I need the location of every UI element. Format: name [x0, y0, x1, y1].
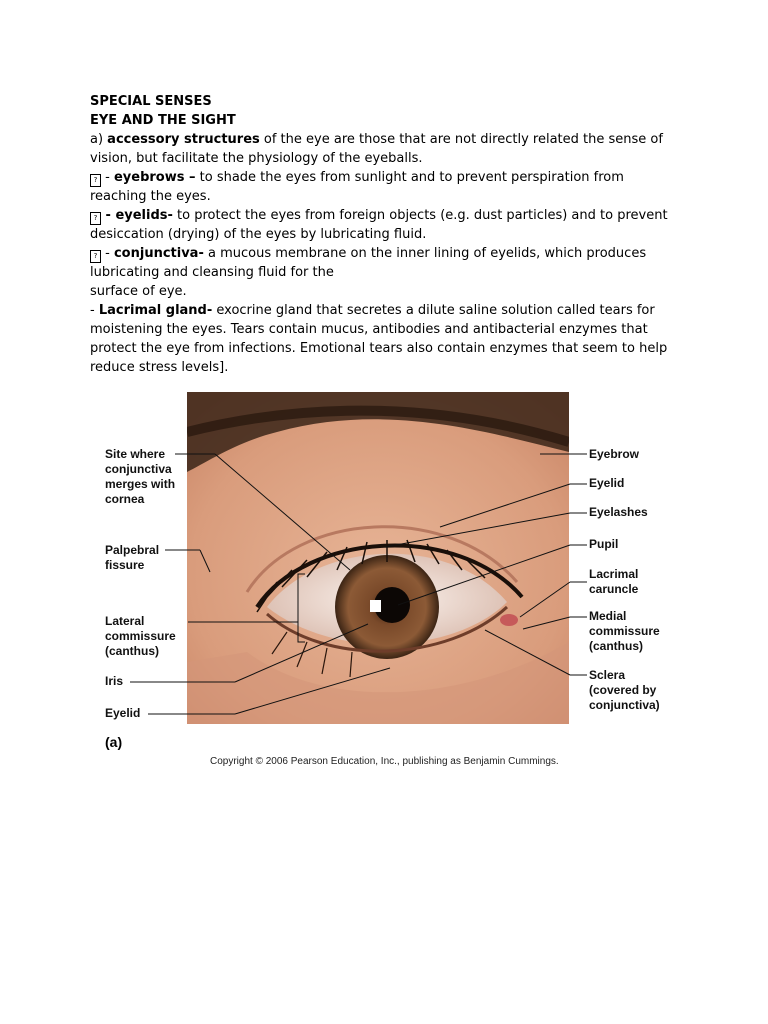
paragraph-conjunctiva-cont: surface of eye. — [90, 284, 187, 299]
paragraph-accessory: a) accessory structures of the eye are those that are not directly related the sense of vision, but facilitate the physiology of the eyeballs. — [90, 132, 663, 166]
paragraph-lacrimal: - Lacrimal gland- exocrine gland that secretes a dilute saline solution called tears for moistening the eyes. Tears contain mucus, antibodies and antibacterial enzymes that protect the eye from infections. Emotional tears also contain enzymes that seem to help reduce stress levels]. — [90, 303, 668, 375]
paragraph-conjunctiva: ? - conjunctiva- a mucous membrane on the inner lining of eyelids, which produces lubricating and cleansing fluid for the — [90, 246, 647, 280]
label-eyelashes: Eyelashes — [589, 505, 648, 519]
label-palpebral-fissure: Palpebral fissure — [105, 543, 160, 572]
bullet-glyph-icon: ? — [90, 212, 101, 225]
label-lacrimal-caruncle: Lacrimal caruncle — [589, 567, 639, 596]
document-body — [90, 92, 680, 377]
label-pupil: Pupil — [589, 537, 619, 551]
heading-special-senses: SPECIAL SENSES — [90, 94, 212, 109]
bullet-glyph-icon: ? — [90, 174, 101, 187]
bullet-glyph-icon: ? — [90, 250, 101, 263]
label-eyelid-right: Eyelid — [589, 476, 625, 490]
heading-eye-sight: EYE AND THE SIGHT — [90, 113, 236, 128]
copyright-caption: Copyright © 2006 Pearson Education, Inc., publishing as Benjamin Cummings. — [210, 756, 559, 767]
eye-anatomy-figure — [100, 392, 670, 772]
label-site-where-conjunctiva: Site where conjunctiva merges with cornea — [105, 447, 176, 506]
paragraph-eyebrows: ? - eyebrows – to shade the eyes from sunlight and to prevent perspiration from reaching the eyes. — [90, 170, 624, 204]
figure-panel-label: (a) — [105, 734, 123, 750]
paragraph-eyelids: ? - eyelids- to protect the eyes from foreign objects (e.g. dust particles) and to prevent desiccation (drying) of the eyes by lubricating fluid. — [90, 208, 668, 242]
label-iris: Iris — [105, 674, 124, 688]
leader-lines — [100, 392, 670, 772]
label-medial-commissure: Medial commissure (canthus) — [589, 609, 660, 653]
label-lateral-commissure: Lateral commissure (canthus) — [105, 614, 176, 658]
label-eyelid-left: Eyelid — [105, 706, 141, 720]
label-eyebrow: Eyebrow — [589, 447, 640, 461]
label-sclera: Sclera (covered by conjunctiva) — [589, 668, 660, 712]
